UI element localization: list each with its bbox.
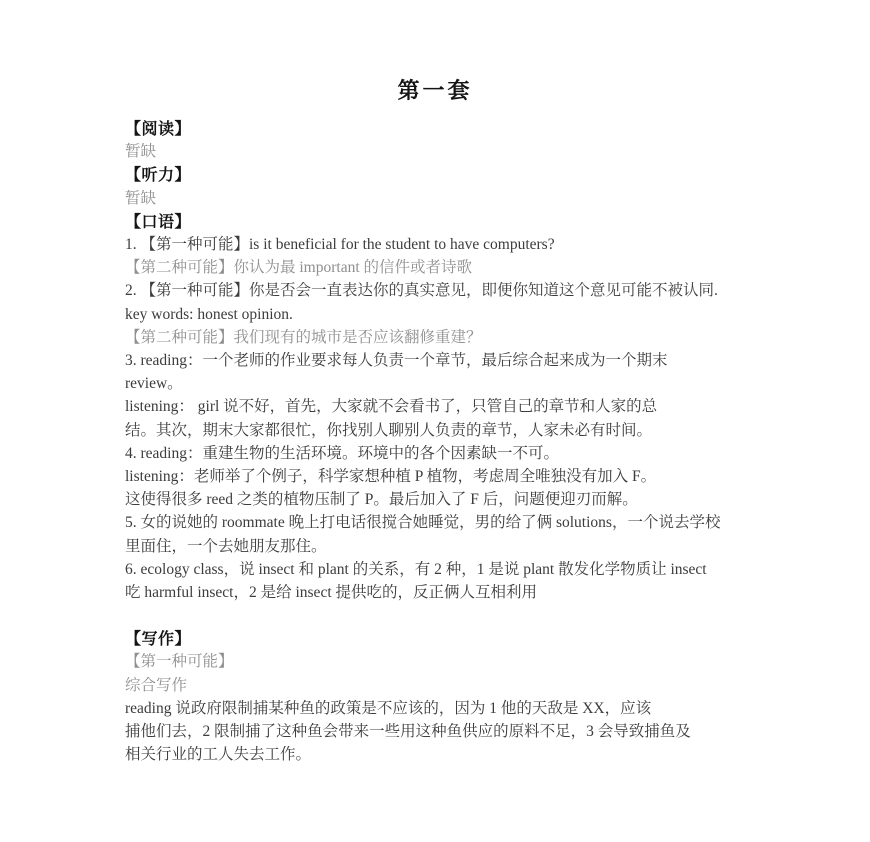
- doc-line: 综合写作: [125, 676, 188, 694]
- doc-line: 暂缺: [125, 189, 157, 207]
- doc-line: 暂缺: [125, 143, 157, 161]
- document-body: [0, 105, 870, 766]
- section-writing: [125, 627, 745, 766]
- section-reading: [125, 117, 745, 163]
- doc-line: 【第一种可能】: [125, 653, 234, 671]
- doc-line: 捕他们去，2 限制捕了这种鱼会带来一些用这种鱼供应的原料不足，3 会导致捕鱼及: [125, 723, 691, 741]
- section-speaking-heading: 【口语】: [125, 211, 192, 231]
- doc-line: 结。其次，期末大家都很忙，你找别人聊别人负责的章节，人家未必有时间。: [125, 421, 653, 439]
- doc-line: 3. reading：一个老师的作业要求每人负责一个章节，最后综合起来成为一个期末: [125, 352, 668, 370]
- doc-line: 2. 【第一种可能】你是否会一直表达你的真实意见，即便你知道这个意见可能不被认同.: [125, 282, 718, 300]
- doc-line: reading 说政府限制捕某种鱼的政策是不应该的，因为 1 他的天敌是 XX，应该: [125, 699, 652, 717]
- doc-line: 【第二种可能】我们现有的城市是否应该翻修重建？: [125, 328, 482, 346]
- section-listening-heading: 【听力】: [125, 165, 192, 185]
- doc-line: 5. 女的说她的 roommate 晚上打电话很搅合她睡觉，男的给了俩 solutions，一个说去学校: [125, 514, 721, 532]
- section-speaking: [125, 210, 745, 604]
- doc-line: 6. ecology class，说 insect 和 plant 的关系，有 2 种，1 是说 plant 散发化学物质让 insect: [125, 560, 707, 578]
- doc-line: 吃 harmful insect，2 是给 insect 提供吃的，反正俩人互相利用: [125, 584, 538, 602]
- section-listening: [125, 163, 745, 209]
- doc-line: 相关行业的工人失去工作。: [125, 746, 312, 764]
- section-reading-heading: 【阅读】: [125, 119, 192, 138]
- doc-line: 4. reading：重建生物的生活环境。环境中的各个因素缺一不可。: [125, 444, 559, 462]
- doc-line: listening：老师举了个例子，科学家想种植 P 植物，考虑周全唯独没有加入 F。: [125, 468, 657, 486]
- section-writing-heading: 【写作】: [125, 629, 192, 649]
- doc-line: key words: honest opinion.: [125, 305, 293, 323]
- doc-line: 这使得很多 reed 之类的植物压制了 P。最后加入了 F 后，问题便迎刃而解。: [125, 491, 638, 509]
- doc-line: review。: [125, 375, 183, 393]
- doc-line: 里面住，一个去她朋友那住。: [125, 537, 327, 555]
- page-title: 第一套: [397, 79, 473, 104]
- doc-line: 1. 【第一种可能】is it beneficial for the student to have computers?: [125, 236, 555, 254]
- doc-line: 【第二种可能】你认为最 important 的信件或者诗歌: [125, 259, 473, 277]
- doc-line: listening： girl 说不好，首先，大家就不会看书了，只管自己的章节和人家的总: [125, 398, 658, 416]
